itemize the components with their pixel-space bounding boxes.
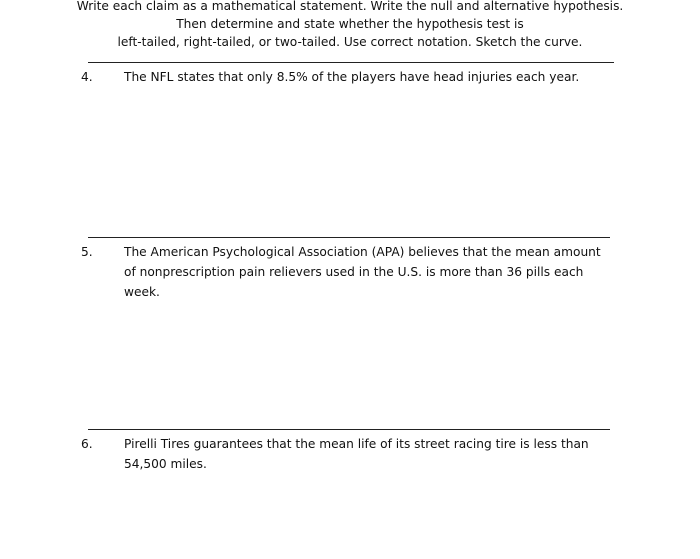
problem-text: The NFL states that only 8.5% of the players have head injuries each year. (124, 70, 580, 84)
instructions-line-3: left-tailed, right-tailed, or two-tailed. Use correct notation. Sketch the curve. (117, 35, 583, 49)
problem-text: The American Psychological Association (APA) believes that the mean amount of nonprescription pain relievers used in the U.S. is more than 36 pills each week. (124, 245, 601, 299)
problem-text: Pirelli Tires guarantees that the mean life of its street racing tire is less than 54,500 miles. (124, 437, 589, 471)
instructions (0, 0, 700, 51)
divider-line (88, 429, 610, 430)
problem-number: 4. (81, 70, 93, 84)
instructions-line-1: Write each claim as a mathematical statement. Write the null and alternative hypothesis. (76, 0, 624, 13)
instructions-line-2: Then determine and state whether the hypothesis test is (176, 17, 524, 31)
divider-line (88, 237, 610, 238)
problem-number: 6. (81, 437, 93, 451)
divider-line (88, 62, 614, 63)
problem-number: 5. (81, 245, 93, 259)
